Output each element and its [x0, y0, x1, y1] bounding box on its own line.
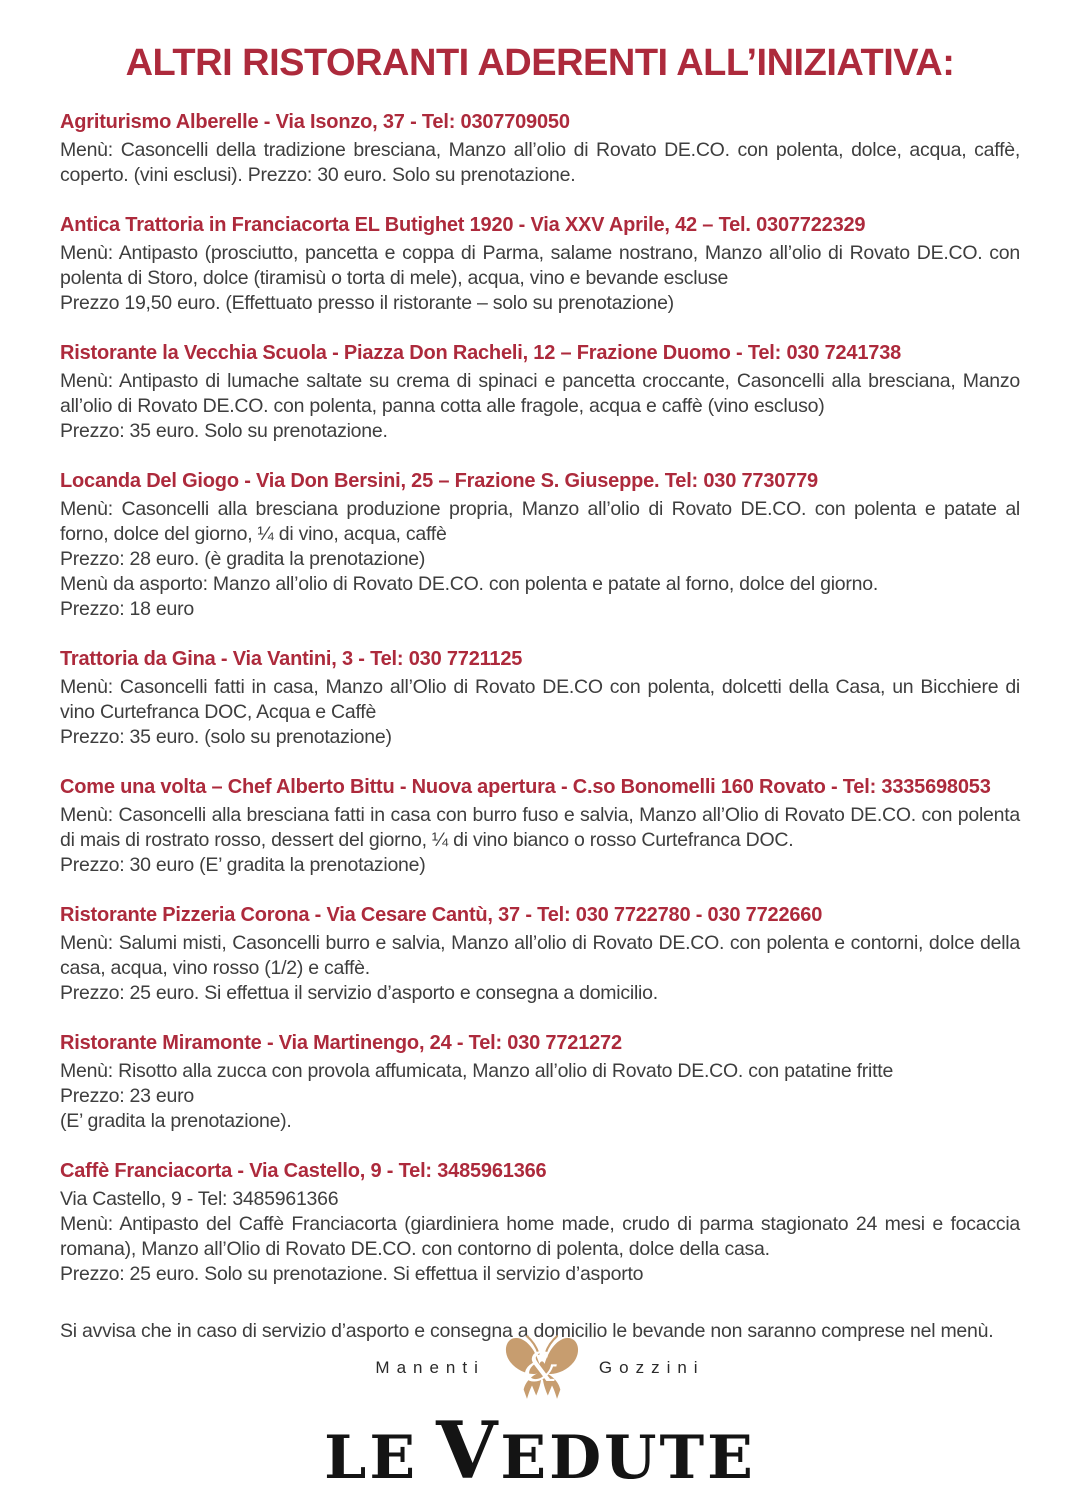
wordmark-rest-edute: EDUTE [500, 1423, 756, 1493]
service-note-text: Si avvisa che in caso di servizio d’asporto e consegna a domicilio le bevande non saranno comprese nel menù. [60, 1319, 994, 1342]
restaurant-entry [60, 775, 1020, 878]
restaurant-heading: Ristorante la Vecchia Scuola - Piazza Don Racheli, 12 – Frazione Duomo - Tel: 030 7241738 [60, 341, 902, 364]
restaurant-heading: Antica Trattoria in Franciacorta EL Butighet 1920 - Via XXV Aprile, 42 – Tel. 0307722329 [60, 213, 866, 236]
restaurant-heading: Agriturismo Alberelle - Via Isonzo, 37 - Tel: 0307709050 [60, 110, 570, 133]
restaurant-entry [60, 903, 1020, 1006]
restaurant-body-paragraph: Menù: Casoncelli fatti in casa, Manzo all’Olio di Rovato DE.CO con polenta, dolcetti della Casa, un Bicchiere di vino Curtefranca DOC, Acqua e Caffè [60, 675, 1020, 723]
restaurant-entry [60, 341, 1020, 444]
restaurant-entry [60, 469, 1020, 622]
restaurant-body-paragraph: Via Castello, 9 - Tel: 3485961366 [60, 1187, 339, 1210]
restaurant-body-paragraph: Prezzo: 35 euro. (solo su prenotazione) [60, 725, 392, 748]
ampersand: & [523, 1345, 559, 1391]
restaurant-heading: Ristorante Miramonte - Via Martinengo, 24 - Tel: 030 7721272 [60, 1031, 622, 1054]
restaurant-entry [60, 1031, 1020, 1134]
restaurant-heading: Come una volta – Chef Alberto Bittu - Nuova apertura - C.so Bonomelli 160 Rovato - Tel: 3335698053 [60, 775, 991, 798]
restaurant-entry [60, 1159, 1020, 1287]
restaurant-entry [60, 110, 1020, 188]
restaurant-body-paragraph: Prezzo 19,50 euro. (Effettuato presso il ristorante – solo su prenotazione) [60, 291, 674, 314]
restaurant-body-paragraph: Menù: Antipasto (prosciutto, pancetta e coppa di Parma, salame nostrano, Manzo all’olio di Rovato DE.CO. con polenta di Storo, dolce (tiramisù o torta di mele), acqua, vino e bevande escluse [60, 241, 1020, 289]
logo-wordmark [0, 1404, 1080, 1497]
restaurant-heading: Ristorante Pizzeria Corona - Via Cesare Cantù, 37 - Tel: 030 7722780 - 030 7722660 [60, 903, 823, 926]
restaurant-body-paragraph: Prezzo: 23 euro [60, 1084, 194, 1107]
butterfly-logo [499, 1333, 585, 1403]
restaurant-body-paragraph: Prezzo: 25 euro. Si effettua il servizio d’asporto e consegna a domicilio. [60, 981, 658, 1004]
restaurant-entry [60, 647, 1020, 750]
restaurant-body-paragraph: Menù: Salumi misti, Casoncelli burro e salvia, Manzo all’olio di Rovato DE.CO. con polenta e contorni, dolce della casa, acqua, vino rosso (1/2) e caffè. [60, 931, 1020, 979]
restaurant-body-paragraph: Menù: Antipasto di lumache saltate su crema di spinaci e pancetta croccante, Casoncelli alla bresciana, Manzo all’olio di Rovato DE.CO. con polenta, panna cotta alle fragole, acqua e caffè (vino escluso) [60, 369, 1020, 417]
restaurant-entry [60, 213, 1020, 316]
restaurant-body-paragraph: Menù: Risotto alla zucca con provola affumicata, Manzo all’olio di Rovato DE.CO. con patatine fritte [60, 1059, 894, 1082]
logo-name-left: Manenti [375, 1358, 485, 1377]
wordmark-initial-v: V [436, 1404, 501, 1497]
logo-brand-row [0, 1333, 1080, 1403]
wordmark-word-le: LE [324, 1423, 419, 1493]
restaurant-body-paragraph: Menù: Casoncelli alla bresciana produzione propria, Manzo all’olio di Rovato DE.CO. con polenta e patate al forno, dolce del giorno, ¼ di vino, acqua, caffè [60, 497, 1020, 545]
logo-name-right: Gozzini [598, 1358, 705, 1377]
restaurant-body-paragraph: Prezzo: 35 euro. Solo su prenotazione. [60, 419, 388, 442]
restaurant-heading: Caffè Franciacorta - Via Castello, 9 - Tel: 3485961366 [60, 1159, 547, 1182]
logo [0, 1333, 1080, 1497]
restaurant-body-paragraph: Prezzo: 28 euro. (è gradita la prenotazione) [60, 547, 426, 570]
restaurant-body-paragraph: Prezzo: 25 euro. Solo su prenotazione. Si effettua il servizio d’asporto [60, 1262, 644, 1285]
restaurant-heading: Locanda Del Giogo - Via Don Bersini, 25 – Frazione S. Giuseppe. Tel: 030 7730779 [60, 469, 818, 492]
restaurant-body-paragraph: (E’ gradita la prenotazione). [60, 1109, 292, 1132]
page-title: ALTRI RISTORANTI ADERENTI ALL’INIZIATIVA: [125, 42, 955, 84]
restaurant-body-paragraph: Menù: Casoncelli alla bresciana fatti in casa con burro fuso e salvia, Manzo all’Olio di Rovato DE.CO. con polenta di mais di rostrato rosso, dessert del giorno, ¼ di vino bianco o rosso Curtefranca DOC. [60, 803, 1020, 851]
restaurant-body-paragraph: Menù: Antipasto del Caffè Franciacorta (giardiniera home made, crudo di parma stagionato 24 mesi e focaccia romana), Manzo all’Olio di Rovato DE.CO. con contorno di polenta, dolce della casa. [60, 1212, 1020, 1260]
restaurant-body-paragraph: Prezzo: 18 euro [60, 597, 194, 620]
restaurant-heading: Trattoria da Gina - Via Vantini, 3 - Tel: 030 7721125 [60, 647, 523, 670]
restaurant-body-paragraph: Menù da asporto: Manzo all’olio di Rovato DE.CO. con polenta e patate al forno, dolce del giorno. [60, 572, 879, 595]
restaurant-body-paragraph: Menù: Casoncelli della tradizione bresciana, Manzo all’olio di Rovato DE.CO. con polenta, dolce, acqua, caffè, coperto. (vini esclusi). Prezzo: 30 euro. Solo su prenotazione. [60, 138, 1020, 186]
restaurant-body-paragraph: Prezzo: 30 euro (E’ gradita la prenotazione) [60, 853, 426, 876]
